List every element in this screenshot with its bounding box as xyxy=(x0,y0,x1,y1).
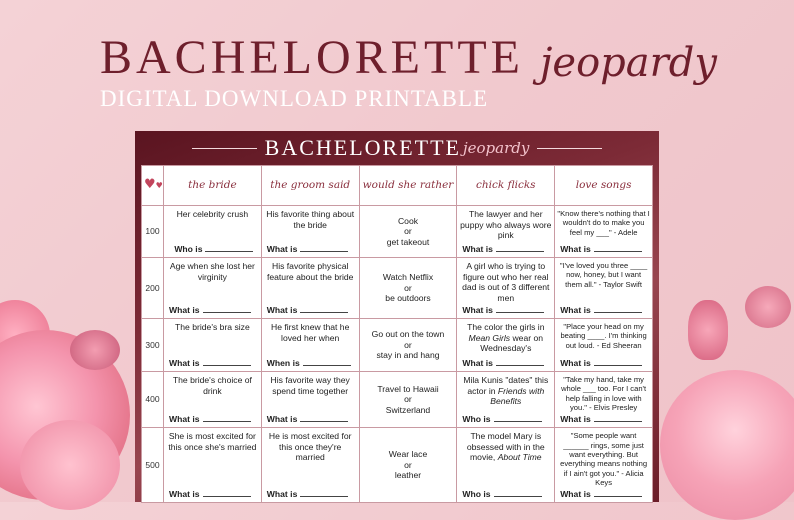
heart-icon: ♥ xyxy=(155,180,163,190)
answer-blank xyxy=(300,413,348,422)
clue-cell xyxy=(261,372,359,428)
table-row xyxy=(142,206,653,258)
clue-text: He is most excited for this once they're married xyxy=(268,431,352,463)
card-title: BACHELORETTE xyxy=(264,135,461,160)
clue-text: He first knew that he loved her when xyxy=(271,322,350,343)
clue-cell xyxy=(164,428,262,503)
or-text: or xyxy=(404,394,412,405)
clue-text: The bride's bra size xyxy=(175,322,250,332)
option-text: get takeout xyxy=(386,236,430,247)
clue-text: His favorite way they spend time together xyxy=(270,375,350,396)
answer-label: What is xyxy=(266,243,298,254)
clue-text: "Take my hand, take my whole ___ too. For I can't help falling in love with you." - Elvis Presley xyxy=(561,375,647,413)
card-header xyxy=(135,131,659,165)
answer-label: What is xyxy=(560,304,591,315)
clue-text: The color the girls in Mean Girls wear on Wednesday's xyxy=(467,322,545,353)
point-value: 500 xyxy=(142,428,164,503)
clue-cell xyxy=(555,206,653,258)
point-value: 100 xyxy=(142,206,164,258)
clue-text: "Place your head on my beating ____. I'm thinking out loud. - Ed Sheeran xyxy=(560,322,647,350)
answer-blank xyxy=(203,304,251,313)
category-row xyxy=(142,166,653,206)
answer-blank xyxy=(496,304,544,313)
table-row xyxy=(142,372,653,428)
answer-label: What is xyxy=(560,243,591,254)
clue-cell xyxy=(359,206,457,258)
rose-decoration xyxy=(660,370,794,520)
table-row xyxy=(142,258,653,319)
heart-icon: ♥ xyxy=(144,176,156,192)
answer-blank xyxy=(203,488,251,497)
jeopardy-board xyxy=(141,165,653,503)
option-text: Travel to Hawaii xyxy=(377,383,439,394)
clue-cell xyxy=(555,319,653,372)
answer-blank xyxy=(203,413,251,422)
answer-label: What is xyxy=(169,357,200,368)
hero-subtitle: DIGITAL DOWNLOAD PRINTABLE xyxy=(100,86,489,111)
answer-blank xyxy=(300,488,348,497)
point-value: 400 xyxy=(142,372,164,428)
answer-blank xyxy=(300,304,348,313)
clue-cell xyxy=(457,428,555,503)
rose-decoration xyxy=(20,420,120,510)
clue-cell xyxy=(457,319,555,372)
clue-text: Age when she lost her virginity xyxy=(169,261,255,282)
answer-label: What is xyxy=(462,304,493,315)
clue-cell xyxy=(164,372,262,428)
answer-label: What is xyxy=(169,304,200,315)
clue-cell xyxy=(164,206,262,258)
clue-cell xyxy=(555,372,653,428)
hero-title: BACHELORETTE xyxy=(100,31,524,84)
jeopardy-card xyxy=(135,131,659,502)
clue-cell xyxy=(359,319,457,372)
divider xyxy=(192,148,257,149)
clue-text: The lawyer and her puppy who always wore pink xyxy=(460,209,552,240)
heart-corner xyxy=(142,166,164,206)
clue-cell xyxy=(359,428,457,503)
answer-blank xyxy=(494,488,542,497)
category-header: chick flicks xyxy=(457,166,555,206)
answer-label: What is xyxy=(266,488,298,499)
clue-text: She is most excited for this once she's married xyxy=(168,431,257,452)
clue-text: The model Mary is obsessed with in the movie, About Time xyxy=(466,431,545,463)
answer-blank xyxy=(594,357,642,366)
rosebud-decoration xyxy=(70,330,120,370)
answer-blank xyxy=(496,243,544,252)
answer-blank xyxy=(303,357,351,366)
clue-cell xyxy=(359,372,457,428)
clue-cell xyxy=(555,428,653,503)
answer-label: What is xyxy=(169,488,200,499)
answer-label: Who is xyxy=(462,413,491,424)
answer-blank xyxy=(203,357,251,366)
answer-blank xyxy=(300,243,348,252)
or-text: or xyxy=(404,282,412,293)
clue-cell xyxy=(164,319,262,372)
divider xyxy=(537,148,602,149)
option-text: Watch Netflix xyxy=(382,272,434,283)
clue-text: A girl who is trying to figure out who her real dad is out of 3 different men xyxy=(462,261,550,303)
option-text: Cook xyxy=(397,215,419,226)
answer-label: What is xyxy=(266,304,298,315)
table-row xyxy=(142,319,653,372)
clue-cell xyxy=(164,258,262,319)
card-script-title: jeopardy xyxy=(462,139,530,157)
answer-label: What is xyxy=(266,413,298,424)
or-text: or xyxy=(404,226,412,237)
clue-text: Her celebrity crush xyxy=(176,209,249,219)
clue-text: Mila Kunis "dates" this actor in Friends with Benefits xyxy=(463,375,549,406)
option-text: stay in and hang xyxy=(376,350,440,361)
rosebud-decoration xyxy=(745,286,791,328)
option-text: Switzerland xyxy=(385,404,431,415)
or-text: or xyxy=(404,339,412,350)
answer-label: What is xyxy=(560,488,591,499)
answer-blank xyxy=(494,413,542,422)
answer-blank xyxy=(205,243,253,252)
rosebud-decoration xyxy=(688,300,728,360)
clue-cell xyxy=(261,428,359,503)
clue-text: His favorite thing about the bride xyxy=(266,209,355,230)
answer-label: Who is xyxy=(174,243,203,254)
clue-cell xyxy=(457,372,555,428)
answer-label: What is xyxy=(560,357,591,368)
or-text: or xyxy=(404,459,412,470)
category-header: the bride xyxy=(164,166,262,206)
clue-cell xyxy=(261,258,359,319)
category-header: love songs xyxy=(555,166,653,206)
answer-label: Who is xyxy=(462,488,491,499)
answer-label: What is xyxy=(462,243,493,254)
clue-text: "I've loved you three ____ now, honey, but I want them all." - Taylor Swift xyxy=(559,261,648,289)
clue-text: "Know there's nothing that I wouldn't do to make you feel my ___" - Adele xyxy=(557,209,650,237)
category-header: would she rather xyxy=(359,166,457,206)
option-text: Go out on the town xyxy=(371,329,445,340)
option-text: Wear lace xyxy=(388,449,428,460)
clue-cell xyxy=(359,258,457,319)
clue-cell xyxy=(457,206,555,258)
clue-cell xyxy=(555,258,653,319)
clue-cell xyxy=(261,319,359,372)
answer-blank xyxy=(594,413,642,422)
clue-text: The bride's choice of drink xyxy=(172,375,252,396)
answer-label: What is xyxy=(462,357,493,368)
point-value: 200 xyxy=(142,258,164,319)
answer-label: What is xyxy=(169,413,200,424)
answer-blank xyxy=(496,357,544,366)
option-text: leather xyxy=(394,470,422,481)
answer-blank xyxy=(594,304,642,313)
clue-cell xyxy=(457,258,555,319)
category-header: the groom said xyxy=(261,166,359,206)
point-value: 300 xyxy=(142,319,164,372)
hero-script-title: jeopardy xyxy=(540,40,717,86)
answer-blank xyxy=(594,243,642,252)
table-row xyxy=(142,428,653,503)
answer-label: What is xyxy=(560,413,591,424)
clue-text: "Some people want ______ rings, some just want everything. But everything means nothing if I ain't got you." - Alicia Keys xyxy=(560,431,648,488)
answer-blank xyxy=(594,488,642,497)
answer-label: When is xyxy=(266,357,300,368)
option-text: be outdoors xyxy=(385,293,431,304)
clue-cell xyxy=(261,206,359,258)
clue-text: His favorite physical feature about the bride xyxy=(266,261,354,282)
